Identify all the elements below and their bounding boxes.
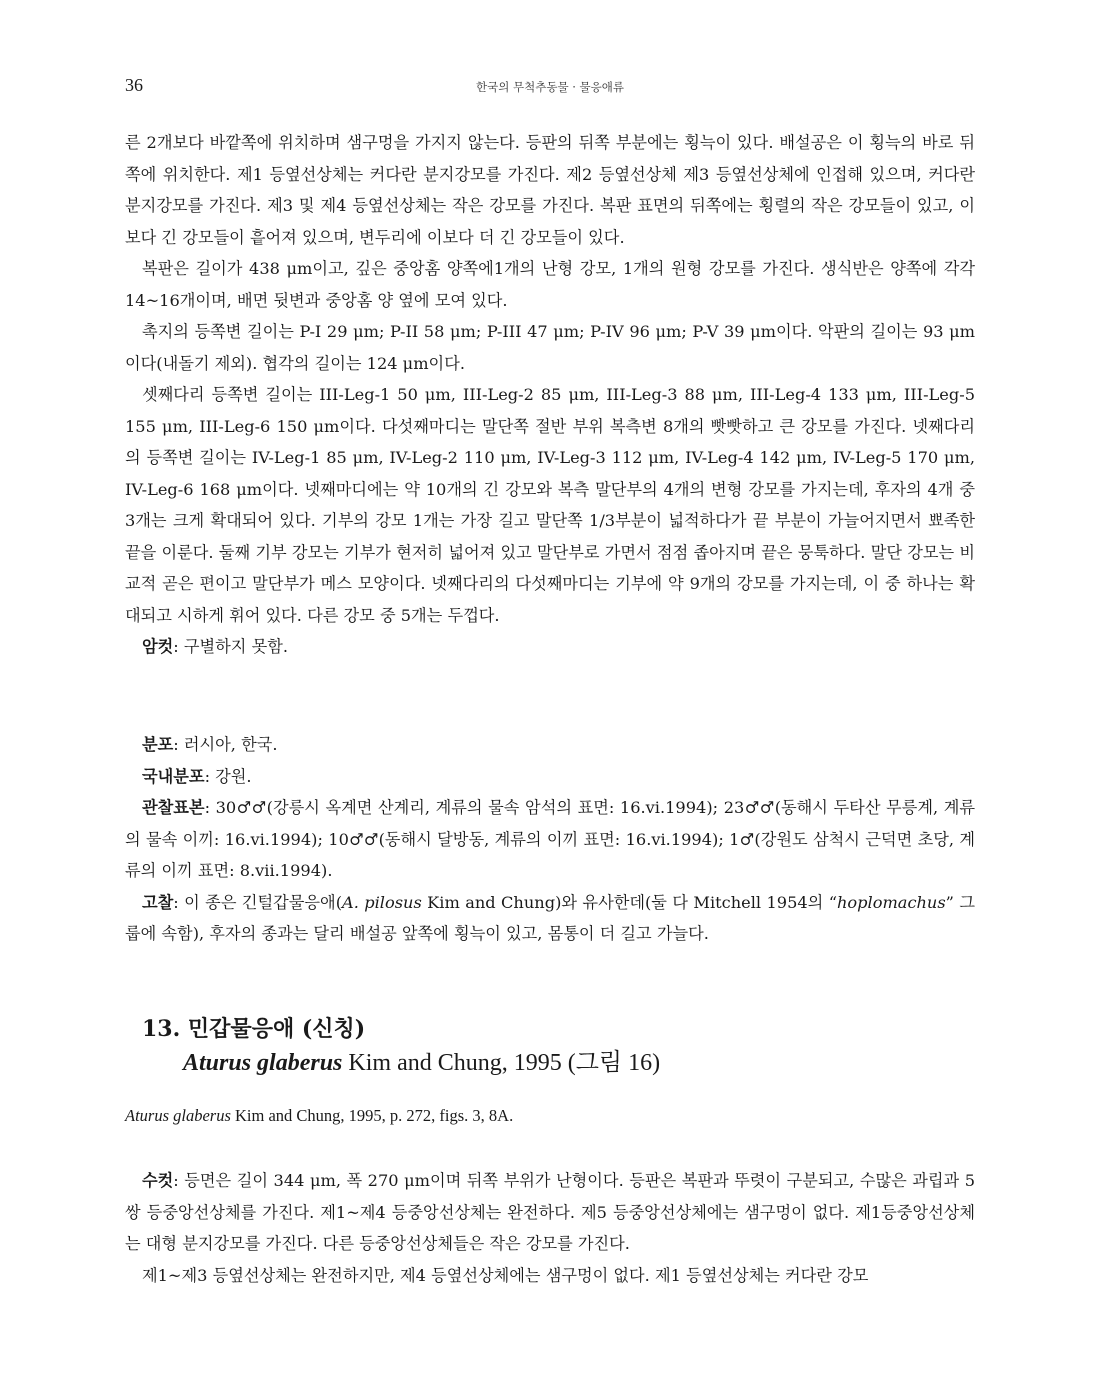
- domestic-label: 국내분포: [142, 766, 205, 786]
- material-text: : 30♂♂(강릉시 옥계면 산계리, 계류의 물속 암석의 표면: 16.vi.1994); 23♂♂(동해시 두타산 무릉계, 계류의 물속 이끼: 16.vi.1994); 10♂♂(동해시 달방동, 계류의 이끼 표면: 16.vi.1994); 1♂(강원도 삼척시 근덕면 초당, 계류의 이끼 표면: 8.vii.1994).: [125, 798, 975, 880]
- running-head: 한국의 무척추동물 · 물응애류: [476, 80, 624, 94]
- description-continued: [125, 127, 975, 663]
- domestic-text: : 강원.: [204, 766, 252, 786]
- paragraph-ventral: 복판은 길이가 438 μm이고, 깊은 중앙홈 양쪽에1개의 난형 강모, 1개의 원형 강모를 가진다. 생식반은 양쪽에 각각 14~16개이며, 배면 뒷변과 중앙홈 양 옆에 모여 있다.: [125, 259, 975, 310]
- paragraph-dorsal: 른 2개보다 바깥쪽에 위치하며 샘구멍을 가지지 않는다. 등판의 뒤쪽 부분에는 횡늑이 있다. 배설공은 이 횡늑의 바로 뒤쪽에 위치한다. 제1 등옆선상체는 커다란 분지강모를 가진다. 제2 등옆선상체 제3 등옆선상체에 인접해 있으며, 커다란 분지강모를 가진다. 제3 및 제4 등옆선상체는 작은 강모를 가진다. 복판 표면의 뒤쪽에는 횡렬의 작은 강모들이 있고, 이보다 긴 강모들이 흩어져 있으며, 변두리에 이보다 더 긴 강모들이 있다.: [125, 133, 975, 247]
- paragraph-dorsolateral: 제1~제3 등옆선상체는 완전하지만, 제4 등옆선상체에는 샘구멍이 없다. 제1 등옆선상체는 커다란 강모: [142, 1265, 869, 1285]
- female-text: : 구별하지 못함.: [173, 637, 288, 656]
- remarks-taxon: A. pilosus: [342, 892, 422, 912]
- male-text: : 등면은 길이 344 μm, 폭 270 μm이며 뒤쪽 부위가 난형이다. 등판은 복판과 뚜렷이 구분되고, 수많은 과립과 5쌍 등중앙선상체를 가진다. 제1~제4 등중앙선상체는 완전하다. 제5 등중앙선상체에는 샘구멍이 없다. 제1등중앙선상체는 대형 분지강모를 가진다. 다른 등중앙선상체들은 작은 강모를 가진다.: [125, 1171, 975, 1253]
- domestic-distribution-line: [125, 761, 975, 793]
- remarks-mid: Kim and Chung)와 유사한데(둘 다 Mitchell 1954의 “: [421, 892, 837, 912]
- species-heading: [142, 1013, 972, 1081]
- records-section: [125, 729, 975, 950]
- paragraph-male: [125, 1165, 975, 1260]
- distribution-line: [125, 729, 975, 761]
- synonymy-citation: [125, 1106, 513, 1126]
- female-label: 암컷: [142, 637, 174, 656]
- male-label: 수컷: [142, 1171, 174, 1190]
- scientific-authority: Kim and Chung, 1995 (그림 16): [342, 1050, 661, 1076]
- material-label: 관찰표본: [142, 798, 205, 817]
- paragraph-legs: 셋째다리 등쪽변 길이는 III-Leg-1 50 μm, III-Leg-2 85 μm, III-Leg-3 88 μm, III-Leg-4 133 μm, III-Leg-5 155 μm, III-Leg-6 150 μm이다. 다섯째마디는 말단쪽 절반 부위 복측변 8개의 빳빳하고 큰 강모를 가진다. 넷째다리의 등쪽변 길이는 IV-Leg-1 85 μm, IV-Leg-2 110 μm, IV-Leg-3 112 μm, IV-Leg-4 142 μm, IV-Leg-5 170 μm, IV-Leg-6 168 μm이다. 넷째마디에는 약 10개의 긴 강모와 복측 말단부의 4개의 변형 강모를 가지는데, 후자의 4개 중 3개는 크게 확대되어 있다. 기부의 강모 1개는 가장 길고 말단쪽 1/3부분이 넓적하다가 끝 부분이 가늘어지면서 뾰족한 끝을 이룬다. 둘째 기부 강모는 기부가 현저히 넓어져 있고 말단부로 가면서 점점 좁아지며 끝은 뭉툭하다. 말단 강모는 비교적 곧은 편이고 말단부가 메스 모양이다. 넷째다리의 다섯째마디는 기부에 약 9개의 강모를 가지는데, 이 중 하나는 확대되고 시하게 휘어 있다. 다른 강모 중 5개는 두껍다.: [125, 385, 975, 625]
- distribution-text: : 러시아, 한국.: [173, 735, 278, 754]
- page-number: 36: [125, 75, 143, 95]
- species-scientific-name: [183, 1045, 972, 1081]
- remarks-post: ” 그룹에 속함), 후자의 종과는 달리 배설공 앞쪽에 횡늑이 있고, 몸통이 더 길고 가늘다.: [125, 892, 975, 943]
- citation-taxon: Aturus glaberus: [125, 1106, 231, 1125]
- species-title: 13. 민갑물응애 (신칭): [142, 1016, 366, 1042]
- remarks-pre: : 이 종은 긴털갑물응애(: [173, 892, 343, 912]
- remarks-group: hoplomachus: [836, 892, 946, 912]
- remarks-label: 고찰: [142, 892, 174, 912]
- remarks: [125, 887, 975, 950]
- scientific-name: Aturus glaberus: [183, 1050, 343, 1076]
- material-examined: [125, 792, 975, 887]
- paragraph-female: [125, 631, 975, 663]
- distribution-label: 분포: [142, 735, 174, 754]
- paragraph-palp: 촉지의 등쪽변 길이는 P-I 29 μm; P-II 58 μm; P-III 47 μm; P-IV 96 μm; P-V 39 μm이다. 악판의 길이는 93 μm이다(내돌기 제외). 협각의 길이는 124 μm이다.: [125, 322, 975, 373]
- citation-reference: Kim and Chung, 1995, p. 272, figs. 3, 8A.: [230, 1106, 514, 1125]
- male-description: [125, 1165, 975, 1291]
